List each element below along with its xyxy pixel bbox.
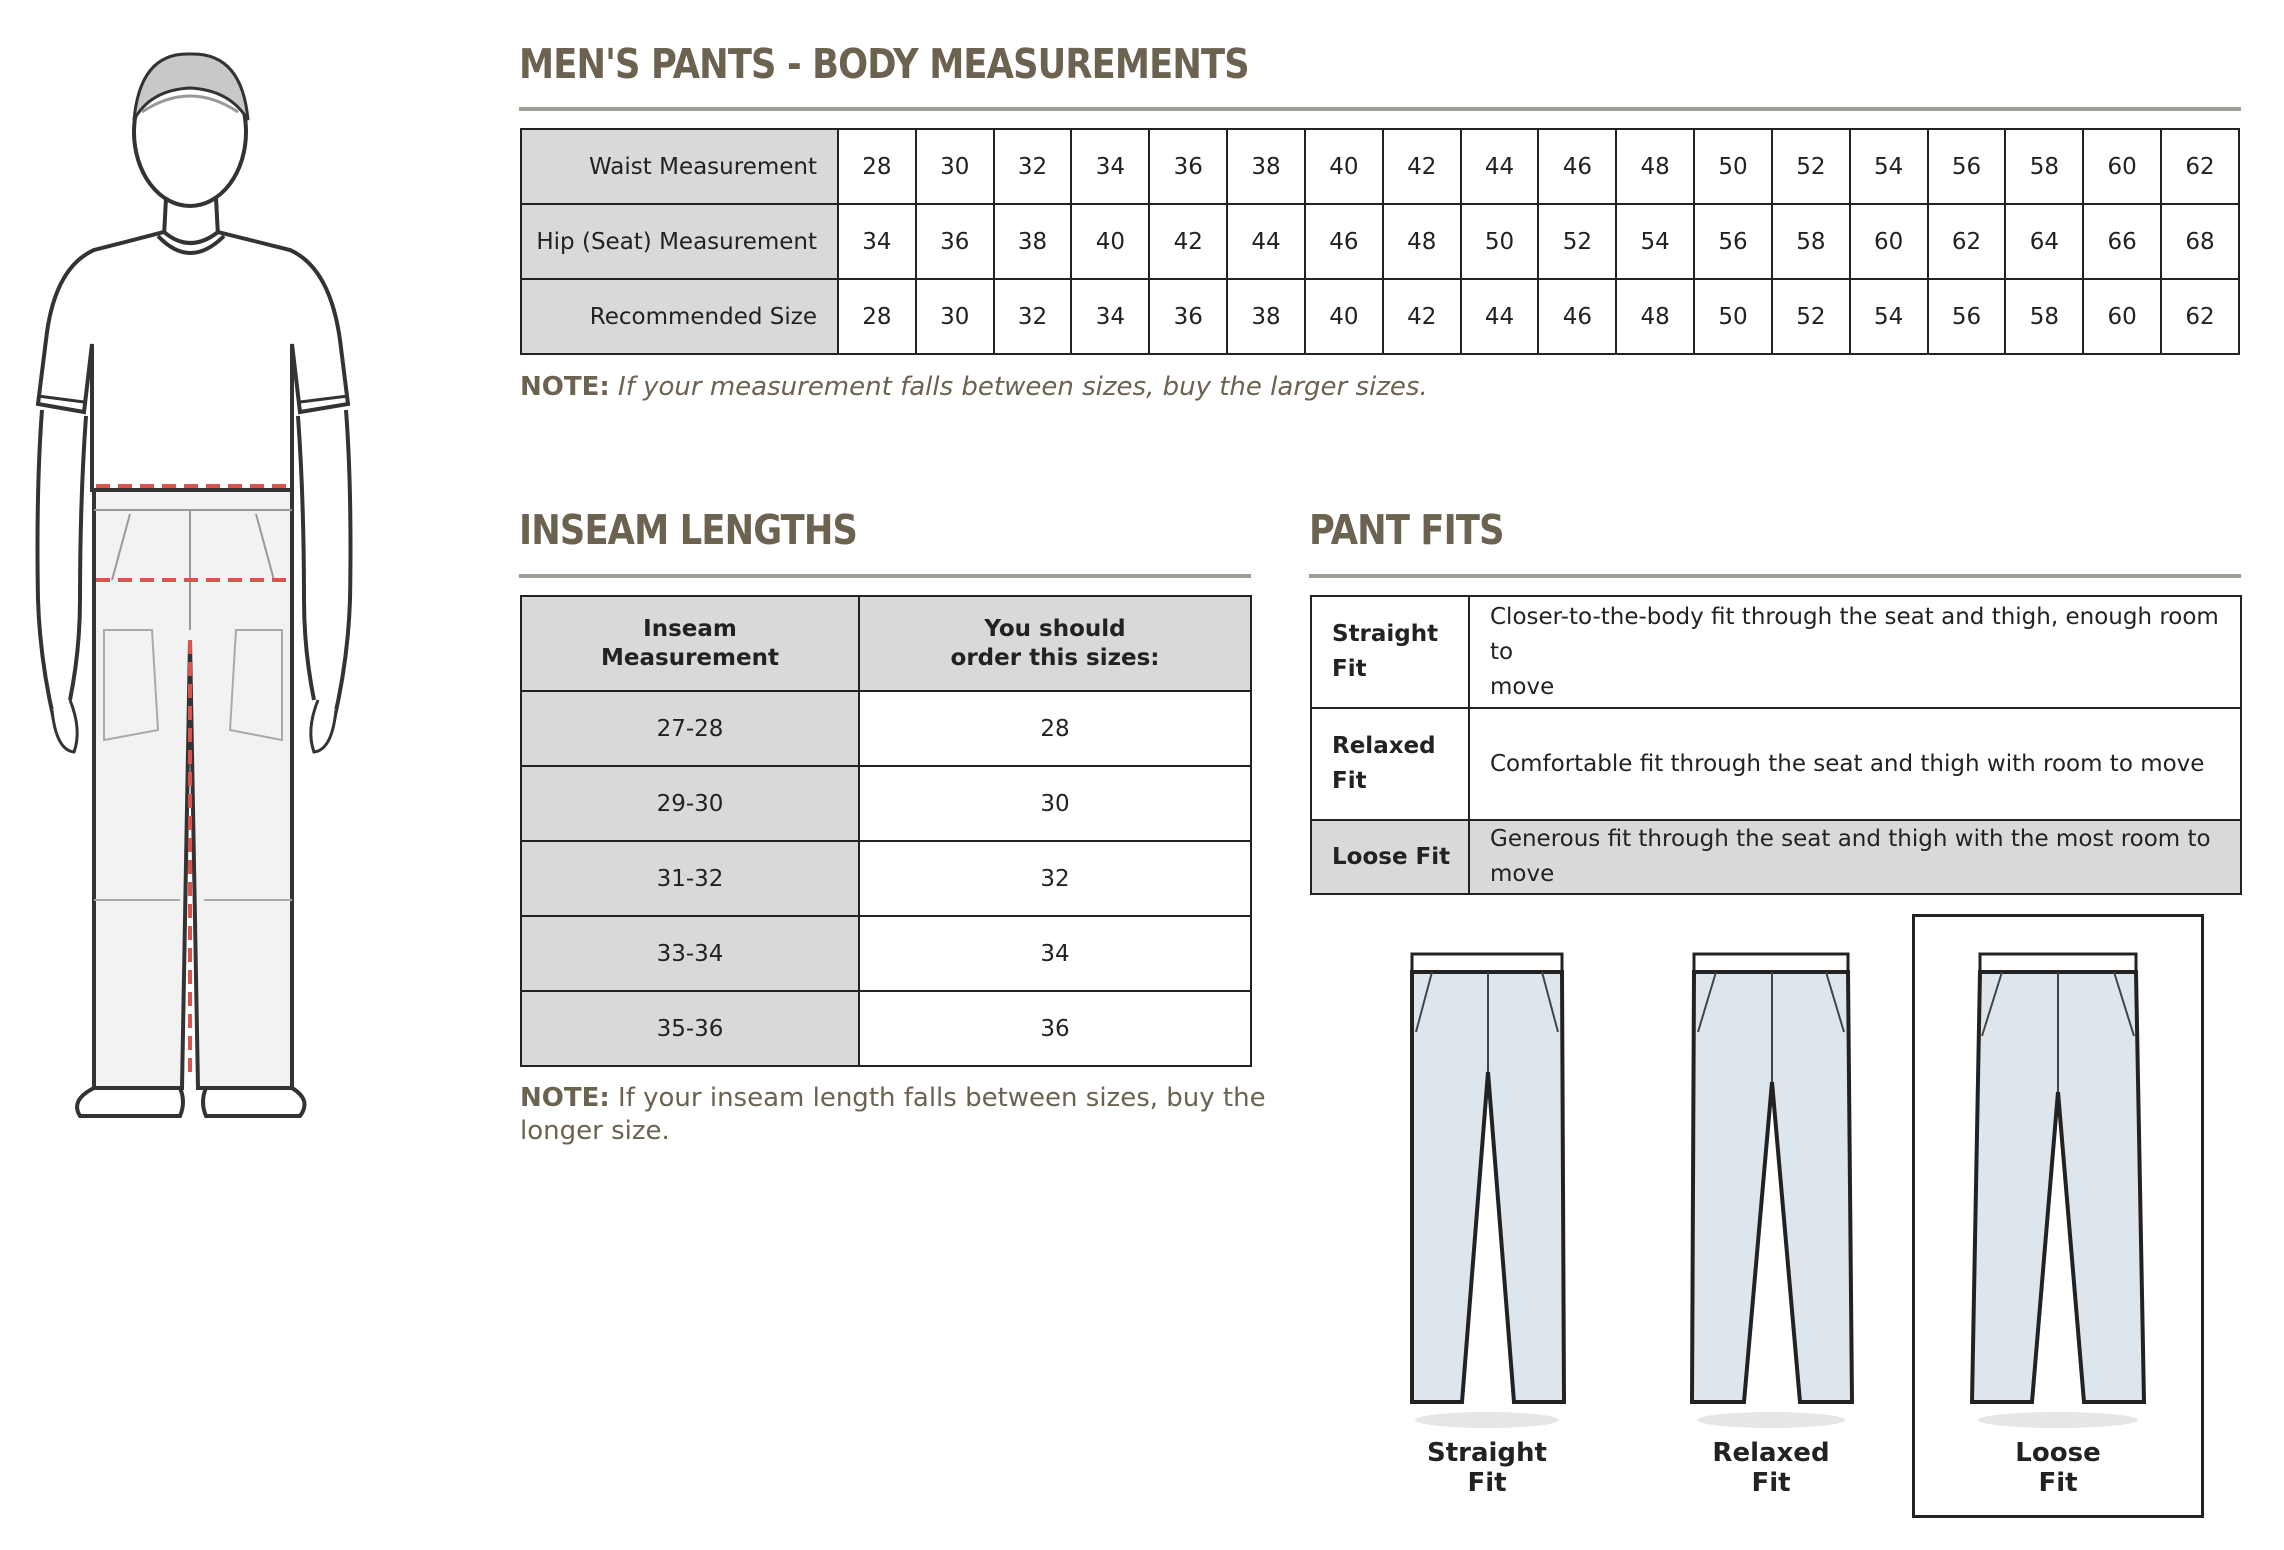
measurement-cell: 36: [916, 204, 994, 279]
fit-description: Generous fit through the seat and thigh with the most room to move: [1469, 820, 2241, 894]
row-label: Hip (Seat) Measurement: [521, 204, 838, 279]
measurement-cell: 46: [1538, 129, 1616, 204]
measurement-cell: 48: [1383, 204, 1461, 279]
body-measurements-table: [520, 128, 2240, 355]
measurement-cell: 40: [1305, 129, 1383, 204]
measurement-cell: 52: [1772, 129, 1850, 204]
measurement-cell: 56: [1928, 279, 2006, 354]
fit-row-relaxed: [1311, 708, 2241, 820]
measurement-cell: 40: [1071, 204, 1149, 279]
measurement-cell: 50: [1461, 204, 1539, 279]
inseam-row: [521, 766, 1251, 841]
inseam-table: [520, 595, 1252, 1067]
measurement-cell: 38: [994, 204, 1072, 279]
inseam-row: [521, 991, 1251, 1066]
measurement-cell: 30: [916, 279, 994, 354]
measurement-cell: 54: [1850, 129, 1928, 204]
measurement-cell: 34: [1071, 129, 1149, 204]
fit-name: Straight Fit: [1311, 596, 1469, 708]
measurement-cell: 60: [2083, 279, 2161, 354]
pants-relaxed-label: Relaxed Fit: [1712, 1438, 1830, 1498]
measurement-cell: 52: [1772, 279, 1850, 354]
pant-fits-heading: PANT FITS: [1309, 506, 1504, 554]
inseam-row: [521, 841, 1251, 916]
pants-loose-label: Loose Fit: [2015, 1438, 2101, 1498]
measurement-cell: 62: [2161, 279, 2239, 354]
inseam-range: 35-36: [521, 991, 859, 1066]
measurement-row: [521, 279, 2239, 354]
measurement-cell: 48: [1616, 129, 1694, 204]
inseam-header-order-size: You should order this sizes:: [859, 596, 1251, 691]
section-divider: [519, 107, 2241, 111]
body-measurements-section: [519, 40, 1368, 88]
measurement-cell: 62: [1928, 204, 2006, 279]
inseam-header-measurement: Inseam Measurement: [521, 596, 859, 691]
inseam-note: [520, 1082, 1266, 1148]
fit-name: Relaxed Fit: [1311, 708, 1469, 820]
inseam-size: 36: [859, 991, 1251, 1066]
measurement-cell: 46: [1305, 204, 1383, 279]
note-text: If your measurement falls between sizes, buy the larger sizes.: [618, 372, 1428, 402]
measurement-cell: 42: [1149, 204, 1227, 279]
section-divider: [1309, 574, 2241, 578]
measurement-cell: 32: [994, 279, 1072, 354]
pant-fits-table: [1310, 595, 2242, 895]
note-text-line1: If your inseam length falls between sizes, buy the: [618, 1083, 1266, 1113]
fit-row-straight: [1311, 596, 2241, 708]
inseam-row: [521, 916, 1251, 991]
measurement-row: [521, 204, 2239, 279]
section-divider: [519, 574, 1251, 578]
inseam-range: 27-28: [521, 691, 859, 766]
body-measurements-heading: MEN'S PANTS - BODY MEASUREMENTS: [519, 40, 1249, 88]
pants-straight-illustration: [1402, 952, 1572, 1432]
measurement-cell: 36: [1149, 279, 1227, 354]
measurement-cell: 66: [2083, 204, 2161, 279]
measurement-cell: 62: [2161, 129, 2239, 204]
inseam-row: [521, 691, 1251, 766]
measurement-cell: 34: [1071, 279, 1149, 354]
inseam-size: 32: [859, 841, 1251, 916]
measurement-cell: 48: [1616, 279, 1694, 354]
measurement-cell: 44: [1461, 279, 1539, 354]
measurement-cell: 58: [2005, 129, 2083, 204]
measurement-cell: 30: [916, 129, 994, 204]
measurement-cell: 34: [838, 204, 916, 279]
measurement-cell: 46: [1538, 279, 1616, 354]
measurement-cell: 58: [1772, 204, 1850, 279]
pants-relaxed-illustration: [1686, 952, 1856, 1432]
pants-straight-label: Straight Fit: [1427, 1438, 1547, 1498]
measurement-cell: 32: [994, 129, 1072, 204]
measurement-cell: 50: [1694, 279, 1772, 354]
measurement-cell: 54: [1850, 279, 1928, 354]
measurement-cell: 60: [1850, 204, 1928, 279]
inseam-range: 29-30: [521, 766, 859, 841]
fit-description: Comfortable fit through the seat and thigh with room to move: [1469, 708, 2241, 820]
measurement-cell: 50: [1694, 129, 1772, 204]
inseam-size: 30: [859, 766, 1251, 841]
inseam-heading: INSEAM LENGTHS: [519, 506, 858, 554]
measurement-cell: 60: [2083, 129, 2161, 204]
pants-loose-illustration: [1968, 952, 2148, 1432]
measurement-cell: 44: [1227, 204, 1305, 279]
fit-name: Loose Fit: [1311, 820, 1469, 894]
note-text-line2: longer size.: [520, 1116, 670, 1146]
inseam-size: 28: [859, 691, 1251, 766]
fit-description: Closer-to-the-body fit through the seat and thigh, enough room to move: [1469, 596, 2241, 708]
inseam-section: [519, 506, 912, 554]
measurement-cell: 56: [1928, 129, 2006, 204]
measurement-cell: 42: [1383, 279, 1461, 354]
note-prefix: NOTE:: [520, 372, 610, 402]
measurement-cell: 28: [838, 279, 916, 354]
measurement-cell: 68: [2161, 204, 2239, 279]
measurement-cell: 38: [1227, 129, 1305, 204]
measurement-cell: 42: [1383, 129, 1461, 204]
measurement-cell: 58: [2005, 279, 2083, 354]
measurement-cell: 28: [838, 129, 916, 204]
measurement-cell: 56: [1694, 204, 1772, 279]
figure-illustration: [30, 40, 360, 1120]
note-prefix: NOTE:: [520, 1083, 610, 1113]
fit-row-loose: [1311, 820, 2241, 894]
body-measurements-note: [520, 372, 1428, 402]
inseam-range: 33-34: [521, 916, 859, 991]
measurement-cell: 44: [1461, 129, 1539, 204]
measurement-cell: 52: [1538, 204, 1616, 279]
inseam-size: 34: [859, 916, 1251, 991]
measurement-cell: 54: [1616, 204, 1694, 279]
measurement-cell: 36: [1149, 129, 1227, 204]
pant-fits-section: [1309, 506, 1535, 554]
inseam-header-row: [521, 596, 1251, 691]
measurement-cell: 38: [1227, 279, 1305, 354]
row-label: Recommended Size: [521, 279, 838, 354]
measurement-row: [521, 129, 2239, 204]
row-label: Waist Measurement: [521, 129, 838, 204]
inseam-range: 31-32: [521, 841, 859, 916]
measurement-cell: 40: [1305, 279, 1383, 354]
measurement-cell: 64: [2005, 204, 2083, 279]
